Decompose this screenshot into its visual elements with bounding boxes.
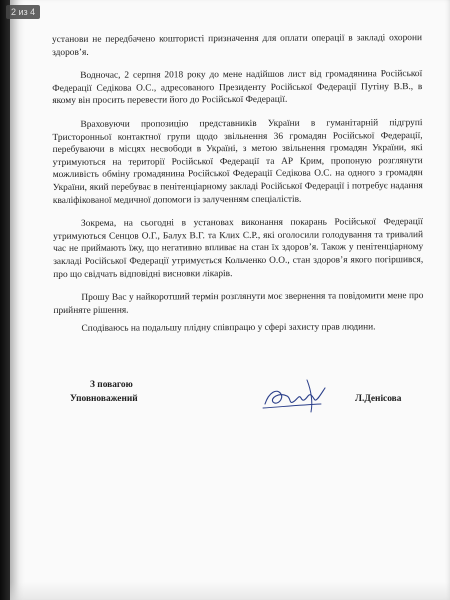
paragraph-2: Водночас, 2 серпня 2018 року до мене надійшов лист від громадянина Російської Федерації Седікова О.С., адресованого Президенту Російської Федерації Путіну В.В., в якому він просить перевести його до Російської Федерації. <box>52 69 423 107</box>
signer-position: Уповноважений <box>70 394 138 404</box>
paragraph-3: Враховуючи пропозицію представників України в гуманітарній підгрупі Тристоронньої контактної групи щодо звільнення 36 громадян Російської Федерації, перебуваючи в місцях несвободи в Україні, з метою звільнення громадян України, які утримуються на території Російської Федерації та АР Крим, пропоную розглянути можливість обміну громадянина Російської Федерації Седікова О.С. на одного з громадян України, який перебуває в пенітенціарному закладі Російської Федерації і потребує надання кваліфікованої медичної допомоги із залученням спеціалістів. <box>52 118 423 206</box>
signature-block <box>70 380 440 440</box>
handwritten-signature <box>255 374 335 416</box>
page-gutter-shadow <box>0 0 10 600</box>
paragraph-5: Прошу Вас у найкоротший термін розглянути моє звернення та повідомити мене про прийняте рішення. <box>53 291 424 316</box>
page-counter: 2 из 4 <box>6 5 40 19</box>
closing-regards: З повагою <box>90 380 133 390</box>
paragraph-1: установи не передбачено коштористі призначення для оплати операції в закладі охорони здоров’я. <box>52 33 423 58</box>
paragraph-4: Зокрема, на сьогодні в установах виконання покарань Російської Федерації утримуються Сенцов О.Г., Балух В.Г. та Клих С.Р., які оголосили голодування та тривалий час не приймають їжу, що негативно впливає на стан їх здоров’я. Також у пенітенціарному закладі Російської Федерації утримується Кольченко О.О., стан здоров’я якого погіршився, про що свідчать відповідні висновки лікарів. <box>53 217 424 280</box>
signer-name: Л.Денісова <box>355 394 402 404</box>
paragraph-6: Сподіваюсь на подальшу плідну співпрацю у сфері захисту прав людини. <box>81 322 376 335</box>
letter-body <box>52 32 424 347</box>
document-page <box>10 0 450 600</box>
page-bottom-edge <box>10 582 450 600</box>
